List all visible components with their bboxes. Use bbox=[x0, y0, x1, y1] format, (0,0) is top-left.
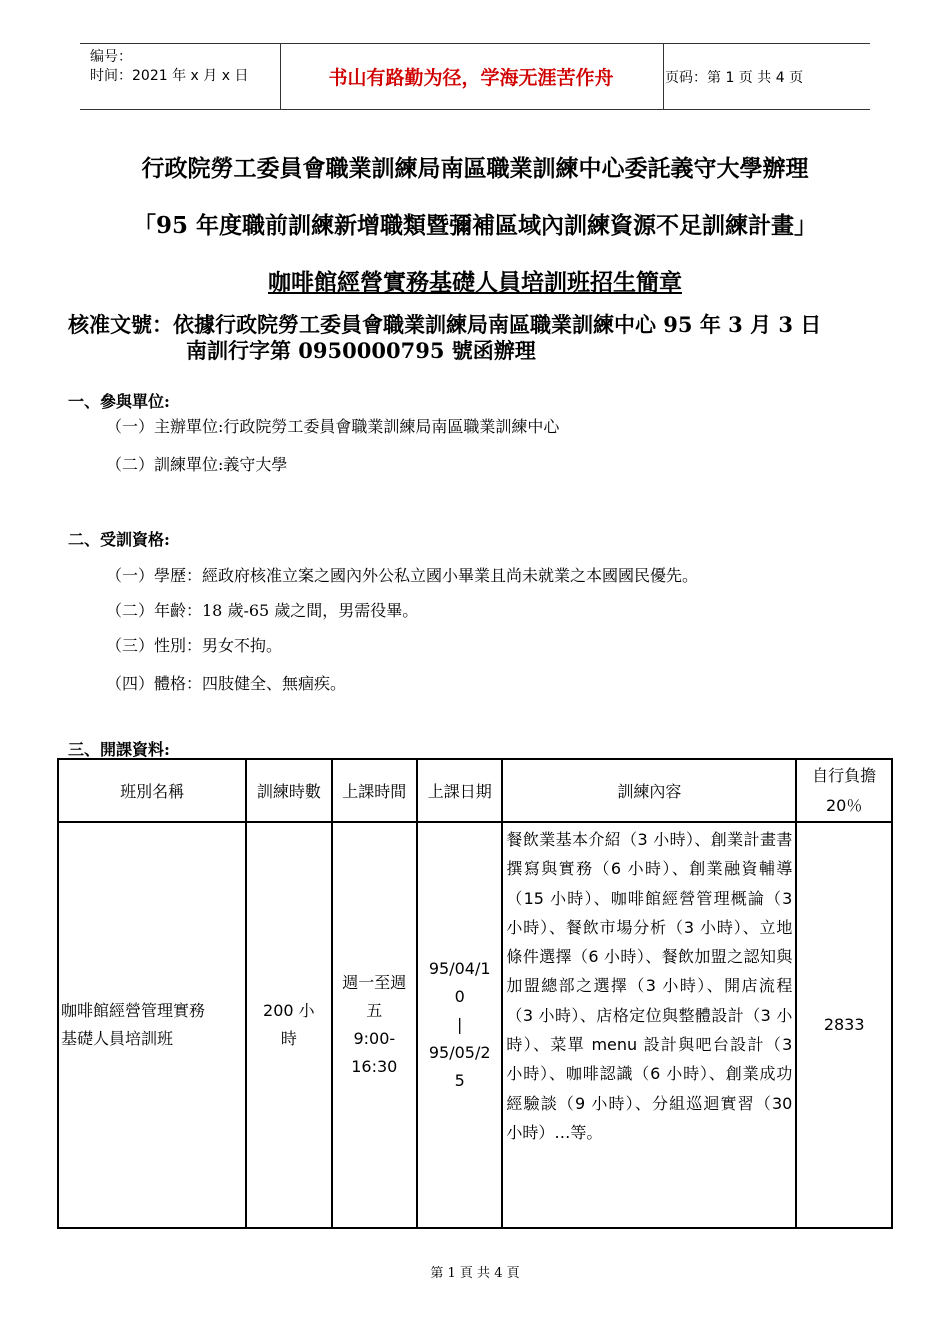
cell-time bbox=[332, 822, 417, 1228]
section-heading-1: 一、參與單位: bbox=[68, 392, 170, 411]
header-meta bbox=[90, 48, 248, 86]
time-line1: 週一至週五 bbox=[342, 973, 407, 1020]
cell-date bbox=[417, 822, 502, 1228]
header-divider bbox=[663, 43, 664, 110]
fee-header-line1: 自行負擔 bbox=[812, 765, 877, 785]
code-label: 编号： bbox=[90, 49, 132, 65]
col-header-fee bbox=[796, 759, 892, 822]
col-header-hours: 訓練時數 bbox=[246, 759, 331, 822]
section2-item: （四）體格：四肢健全、無痼疾。 bbox=[106, 674, 347, 693]
section2-item: （一）學歷：經政府核准立案之國內外公私立國小畢業且尚未就業之本國國民優先。 bbox=[106, 566, 699, 585]
header-motto: 书山有路勤为径，学海无涯苦作舟 bbox=[328, 67, 614, 89]
table-header-row bbox=[58, 759, 892, 822]
section1-item: （二）訓練單位:義守大學 bbox=[106, 455, 288, 474]
cell-content: 餐飲業基本介紹（3 小時）、創業計畫書撰寫與實務（6 小時）、創業融資輔導（15 小時）、咖啡館經營管理概論（3 小時）、餐飲市場分析（3 小時）、立地條件選擇（6 小時）、餐飲加盟之認知與加盟總部之選擇（3 小時）、開店流程（3 小時）、店格定位與整體設計（3 小時）、菜單 menu 設計與吧台設計（3 小時）、咖啡認識（6 小時）、創業成功經驗談（9 小時）、分組巡迴實習（30 小時）…等。 bbox=[502, 822, 796, 1228]
class-name-line2: 基礎人員培訓班 bbox=[61, 1029, 174, 1048]
date-line3: | bbox=[457, 1015, 463, 1034]
section-heading-2: 二、受訓資格: bbox=[68, 530, 170, 549]
cell-fee: 2833 bbox=[796, 822, 892, 1228]
section1-item: （一）主辦單位:行政院勞工委員會職業訓練局南區職業訓練中心 bbox=[106, 417, 560, 436]
course-table bbox=[57, 758, 893, 1229]
date-line1: 95/04/1 bbox=[428, 959, 491, 978]
cell-class-name bbox=[58, 822, 246, 1228]
cell-hours bbox=[246, 822, 331, 1228]
col-header-time: 上課時間 bbox=[332, 759, 417, 822]
date-line4: 95/05/2 bbox=[428, 1043, 491, 1062]
page-footer: 第 1 頁 共 4 頁 bbox=[430, 1266, 520, 1281]
date-line5: 5 bbox=[454, 1071, 465, 1090]
approval-line1: 核准文號：依據行政院勞工委員會職業訓練局南區職業訓練中心 95 年 3 月 3 日 bbox=[68, 312, 822, 337]
fee-header-line2: 20％ bbox=[825, 795, 863, 815]
hours-line1: 200 小 bbox=[263, 1001, 315, 1020]
section-heading-3: 三、開課資料: bbox=[68, 740, 170, 759]
class-name-line1: 咖啡館經營管理實務 bbox=[61, 1001, 206, 1020]
page-header bbox=[80, 43, 870, 110]
time-line3: 16:30 bbox=[351, 1057, 398, 1076]
col-header-content: 訓練內容 bbox=[502, 759, 796, 822]
header-page-info: 页码：第 1 页 共 4 页 bbox=[665, 69, 804, 86]
hours-line2: 時 bbox=[280, 1029, 297, 1048]
time-label: 时间：2021 年 x 月 x 日 bbox=[90, 68, 249, 84]
col-header-name: 班別名稱 bbox=[58, 759, 246, 822]
date-line2: 0 bbox=[454, 987, 465, 1006]
approval-line2: 南訓行字第 0950000795 號函辦理 bbox=[186, 338, 536, 363]
doc-title-line3: 咖啡館經營實務基礎人員培訓班招生簡章 bbox=[268, 269, 682, 296]
doc-title-line1: 行政院勞工委員會職業訓練局南區職業訓練中心委託義守大學辦理 bbox=[141, 155, 809, 182]
section2-item: （二）年齡：18 歲-65 歲之間，男需役畢。 bbox=[106, 601, 419, 620]
col-header-date: 上課日期 bbox=[417, 759, 502, 822]
table-row bbox=[58, 822, 892, 1228]
time-line2: 9:00- bbox=[353, 1029, 396, 1048]
doc-title-line2: 「95 年度職前訓練新增職類暨彌補區域內訓練資源不足訓練計畫」 bbox=[132, 212, 817, 239]
section2-item: （三）性別：男女不拘。 bbox=[106, 636, 283, 655]
approval-number bbox=[68, 312, 821, 364]
